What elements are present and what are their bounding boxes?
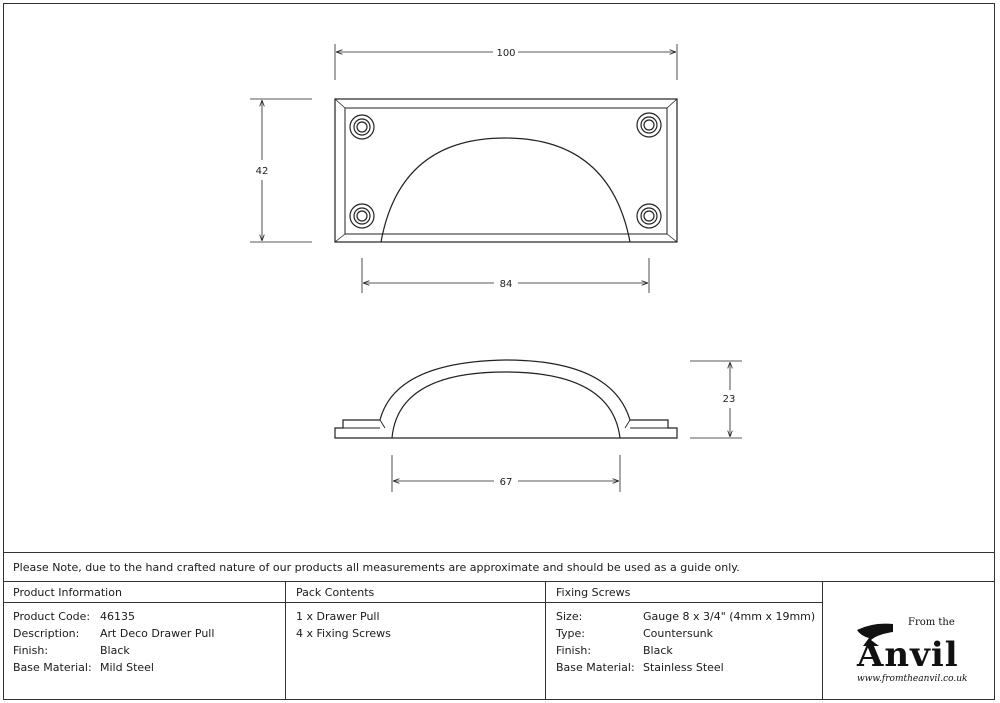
info-label: Product Code: (13, 610, 91, 623)
info-label: Base Material: (556, 661, 635, 674)
cup-arc (381, 138, 630, 242)
screw-hole (637, 113, 661, 137)
info-value: Black (100, 644, 130, 657)
info-row (556, 608, 822, 625)
logo-url-text: www.fromtheanvil.co.uk (857, 674, 968, 684)
info-value: Black (643, 644, 673, 657)
info-label: Finish: (556, 644, 592, 657)
info-label: Base Material: (13, 661, 92, 674)
info-row (556, 642, 822, 659)
screw-hole (350, 115, 374, 139)
info-label: Finish: (13, 644, 49, 657)
panel-title: Product Information (3, 582, 285, 603)
panel-title: Pack Contents (286, 582, 545, 603)
plate-bevel (345, 108, 667, 234)
info-value: 46135 (100, 610, 135, 623)
info-row (556, 659, 822, 676)
pack-contents-panel (286, 582, 546, 700)
dimension-label-23: 23 (722, 394, 736, 405)
info-row (556, 625, 822, 642)
info-value: Countersunk (643, 627, 714, 640)
logo-small-text: From the (908, 617, 955, 628)
info-value: Art Deco Drawer Pull (100, 627, 215, 640)
info-row (13, 608, 285, 625)
screw-hole (637, 204, 661, 228)
pack-item: 1 x Drawer Pull (296, 610, 380, 623)
dimension-label-84: 84 (499, 279, 513, 290)
info-value: Gauge 8 x 3/4" (4mm x 19mm) (643, 610, 816, 623)
info-label: Type: (556, 627, 585, 640)
dimension-label-67: 67 (499, 477, 513, 488)
side-view (335, 360, 677, 438)
logo-big-text: Anvil (857, 635, 959, 675)
info-value: Mild Steel (100, 661, 154, 674)
fixing-screws-panel (546, 582, 823, 700)
info-row (13, 625, 285, 642)
dimension-label-100: 100 (496, 48, 516, 59)
from-the-anvil-logo (823, 582, 995, 700)
front-view (335, 99, 677, 242)
product-information-panel (3, 582, 286, 700)
disclaimer-note: Please Note, due to the hand crafted nature of our products all measurements are approximate and should be used as a guide only. (3, 552, 995, 582)
info-row (13, 642, 285, 659)
panel-title: Fixing Screws (546, 582, 822, 603)
info-value: Stainless Steel (643, 661, 724, 674)
info-label: Description: (13, 627, 80, 640)
screw-hole (350, 204, 374, 228)
info-row (13, 659, 285, 676)
dimension-label-42: 42 (255, 166, 269, 177)
info-label: Size: (556, 610, 583, 623)
pack-item: 4 x Fixing Screws (296, 627, 391, 640)
pull-inner-profile (392, 372, 620, 438)
